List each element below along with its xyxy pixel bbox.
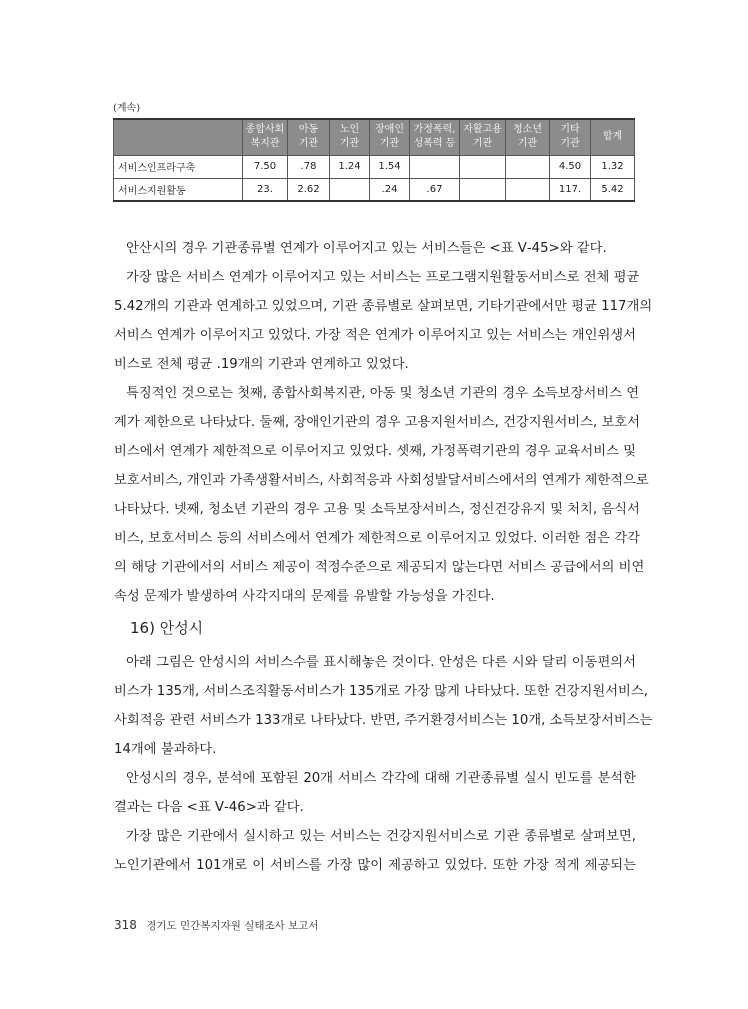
text-line: 가장 많은 기관에서 실시하고 있는 서비스는 건강지원서비스로 기관 종류별로 살펴보면, <box>126 829 636 844</box>
table-cell: .78 <box>288 155 330 178</box>
table-cell: .24 <box>370 178 410 201</box>
table-header-cell: 청소년 기관 <box>506 119 550 155</box>
text-line: 비스, 보호서비스 등의 서비스에서 연계가 제한적으로 이루어지고 있었다. 이러한 점은 각각 <box>114 531 640 546</box>
text-line: 5.42개의 기관과 연계하고 있었으며, 기관 종류별로 살펴보면, 기타기관에서만 평균 117개의 <box>114 299 653 314</box>
table-cell <box>460 155 506 178</box>
table-header-cell: 장애인 기관 <box>370 119 410 155</box>
text-line: 계가 제한으로 나타났다. 둘째, 장애인기관의 경우 고용지원서비스, 건강지원서비스, 보호서 <box>114 415 640 430</box>
table-cell: 4.50 <box>550 155 591 178</box>
table-header-cell: 노인 기관 <box>330 119 370 155</box>
table-header-cell <box>114 119 243 155</box>
table-cell: 5.42 <box>591 178 635 201</box>
service-linkage-table <box>113 118 635 202</box>
text-line: 특징적인 것으로는 첫째, 종합사회복지관, 아동 및 청소년 기관의 경우 소득보장서비스 연 <box>126 386 640 401</box>
table-cell: 2.62 <box>288 178 330 201</box>
table-header-cell: 합계 <box>591 119 635 155</box>
text-line: 나타났다. 넷째, 청소년 기관의 경우 고용 및 소득보장서비스, 정신건강유지 및 처치, 음식서 <box>114 502 640 517</box>
continued-label: (계속) <box>113 103 141 114</box>
text-line: 의 해당 기관에서의 서비스 제공이 적정수준으로 제공되지 않는다면 서비스 공급에서의 비연 <box>114 560 645 575</box>
footer-title: 경기도 민간복지자원 실태조사 보고서 <box>146 920 319 932</box>
table-cell: .67 <box>410 178 460 201</box>
text-line: 노인기관에서 101개로 이 서비스를 가장 많이 제공하고 있었다. 또한 가장 적게 제공되는 <box>114 858 636 873</box>
section-heading: 16) 안성시 <box>130 619 204 637</box>
table-header-cell: 아동 기관 <box>288 119 330 155</box>
text-line: 안성시의 경우, 분석에 포함된 20개 서비스 각각에 대해 기관종류별 실시 빈도를 분석한 <box>126 771 636 786</box>
table-cell <box>506 155 550 178</box>
table-header-row <box>114 119 635 155</box>
table-cell: 23. <box>243 178 288 201</box>
text-line: 비스에서 연계가 제한적으로 이루어지고 있었다. 셋째, 가정폭력기관의 경우 교육서비스 및 <box>114 444 636 459</box>
text-line: 사회적응 관련 서비스가 133개로 나타났다. 반면, 주거환경서비스는 10개, 소득보장서비스는 <box>114 713 653 728</box>
table-cell <box>330 178 370 201</box>
table-header-cell: 종합사회 복지관 <box>243 119 288 155</box>
table-cell: 1.24 <box>330 155 370 178</box>
text-line: 속성 문제가 발생하여 사각지대의 문제를 유발할 가능성을 가진다. <box>114 589 495 604</box>
table-row <box>114 178 635 201</box>
text-line: 비스로 전체 평균 .19개의 기관과 연계하고 있었다. <box>114 357 409 372</box>
table-header-cell: 자활고용 기관 <box>460 119 506 155</box>
table-header-cell: 가정폭력, 성폭력 등 <box>410 119 460 155</box>
table-cell <box>506 178 550 201</box>
table-cell: 1.32 <box>591 155 635 178</box>
table-header-cell: 기타 기관 <box>550 119 591 155</box>
table-cell: 117. <box>550 178 591 201</box>
text-line: 결과는 다음 <표 Ⅴ-46>과 같다. <box>114 800 304 815</box>
text-line: 비스가 135개, 서비스조직활동서비스가 135개로 가장 많게 나타났다. 또한 건강지원서비스, <box>114 684 648 699</box>
text-line: 서비스 연계가 이루어지고 있었다. 가장 적은 연계가 이루어지고 있는 서비스는 개인위생서 <box>114 328 636 343</box>
text-line: 안산시의 경우 기관종류별 연계가 이루어지고 있는 서비스들은 <표 Ⅴ-45>와 같다. <box>126 241 607 256</box>
page-footer <box>114 918 319 933</box>
text-line: 14개에 불과하다. <box>114 742 217 757</box>
table-row <box>114 155 635 178</box>
table-cell <box>460 178 506 201</box>
table-row-label: 서비스지원활동 <box>114 178 243 201</box>
text-line: 가장 많은 서비스 연계가 이루어지고 있는 서비스는 프로그램지원활동서비스로 전체 평균 <box>126 270 640 285</box>
table-cell <box>410 155 460 178</box>
table-cell: 1.54 <box>370 155 410 178</box>
paragraph-ansan-analysis <box>114 234 653 611</box>
table-row-label: 서비스인프라구축 <box>114 155 243 178</box>
text-line: 아래 그림은 안성시의 서비스수를 표시해놓은 것이다. 안성은 다른 시와 달리 이동편의서 <box>126 655 636 670</box>
page-number: 318 <box>114 918 137 932</box>
table-cell: 7.50 <box>243 155 288 178</box>
paragraph-anseong-analysis <box>114 648 653 880</box>
text-line: 보호서비스, 개인과 가족생활서비스, 사회적응과 사회성발달서비스에서의 연계가 제한적으로 <box>114 473 649 488</box>
